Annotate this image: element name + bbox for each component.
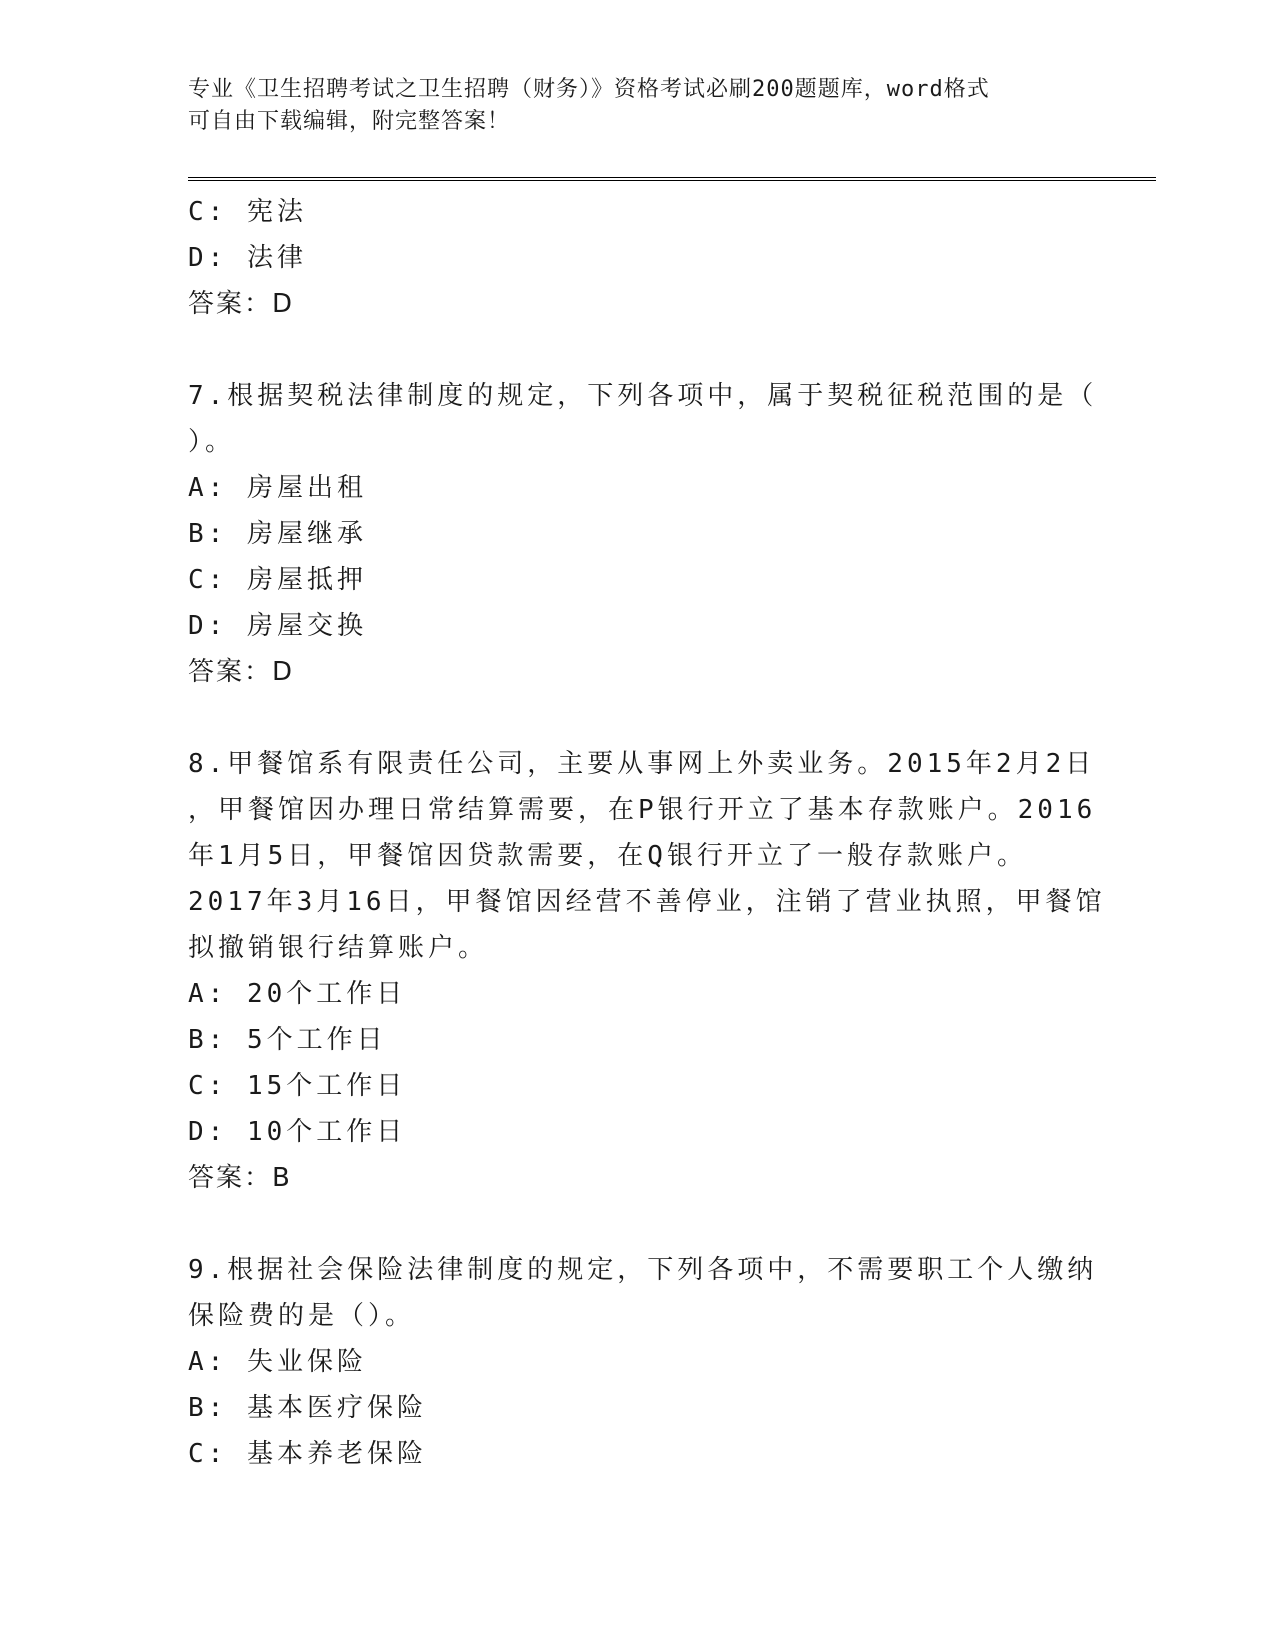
spacer <box>188 327 1088 373</box>
option-c: C: 基本养老保险 <box>188 1439 427 1469</box>
option-c: C: 房屋抵押 <box>188 565 367 595</box>
spacer <box>188 1201 1088 1247</box>
question-text: 7.根据契税法律制度的规定，下列各项中，属于契税征税范围的是（ <box>188 381 1098 411</box>
question-text: ，甲餐馆因办理日常结算需要，在P银行开立了基本存款账户。2016 <box>188 795 1097 825</box>
spacer <box>188 695 1088 741</box>
question-text: 9.根据社会保险法律制度的规定，下列各项中，不需要职工个人缴纳 <box>188 1255 1098 1285</box>
question-9 <box>188 1247 1098 1477</box>
header-title-line-2: 可自由下载编辑，附完整答案！ <box>188 109 511 134</box>
question-7 <box>188 373 1098 695</box>
option-d: D: 法律 <box>188 243 307 273</box>
question-text: 2017年3月16日，甲餐馆因经营不善停业，注销了营业执照，甲餐馆 <box>188 887 1106 917</box>
option-c: C: 15个工作日 <box>188 1071 407 1101</box>
header-title-line-1: 专业《卫生招聘考试之卫生招聘（财务）》资格考试必刷200题题库，word格式 <box>188 77 990 102</box>
option-b: B: 房屋继承 <box>188 519 367 549</box>
question-text: 年1月5日，甲餐馆因贷款需要，在Q银行开立了一般存款账户。 <box>188 841 1027 871</box>
option-a: A: 20个工作日 <box>188 979 407 1009</box>
option-b: B: 基本医疗保险 <box>188 1393 427 1423</box>
answer-label: 答案：D <box>188 289 295 319</box>
option-d: D: 房屋交换 <box>188 611 367 641</box>
question-text: 保险费的是（）。 <box>188 1301 416 1331</box>
header-divider <box>188 177 1156 181</box>
option-c: C: 宪法 <box>188 197 307 227</box>
question-text: ）。 <box>188 427 236 457</box>
option-b: B: 5个工作日 <box>188 1025 387 1055</box>
option-a: A: 失业保险 <box>188 1347 367 1377</box>
option-d: D: 10个工作日 <box>188 1117 407 1147</box>
question-content <box>188 189 1106 1477</box>
answer-label: 答案：D <box>188 657 295 687</box>
option-a: A: 房屋出租 <box>188 473 367 503</box>
previous-question-tail <box>188 189 1088 327</box>
question-8 <box>188 741 1106 1201</box>
answer-label: 答案：B <box>188 1163 292 1193</box>
question-text: 拟撤销银行结算账户。 <box>188 933 489 963</box>
page-header <box>188 74 1068 138</box>
question-text: 8.甲餐馆系有限责任公司，主要从事网上外卖业务。2015年2月2日 <box>188 749 1096 779</box>
